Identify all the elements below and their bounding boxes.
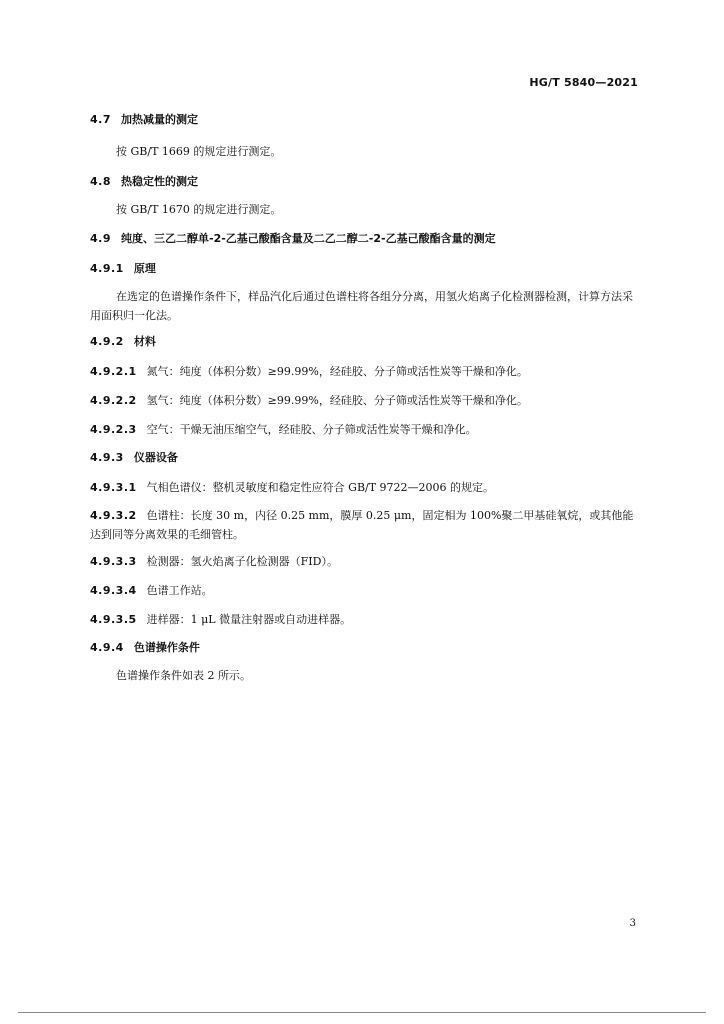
- page-bottom-rule: [18, 1012, 706, 1013]
- item-4-9-3-2: [90, 506, 642, 544]
- section-title: 材料: [133, 335, 156, 348]
- item-text: 色谱柱：长度 30 m，内径 0.25 mm，膜厚 0.25 μm，固定相为 100%聚二甲基硅氧烷，或其他能达到同等分离效果的毛细管柱。: [90, 509, 634, 541]
- item-number: 4.9.3.2: [90, 509, 137, 522]
- item-text: 气相色谱仪：整机灵敏度和稳定性应符合 GB/T 9722—2006 的规定。: [146, 481, 495, 494]
- section-title: 加热减量的测定: [121, 113, 198, 126]
- item-number: 4.9.3.5: [90, 613, 137, 626]
- item-text: 氮气：纯度（体积分数）≥99.99%，经硅胶、分子筛或活性炭等干燥和净化。: [146, 365, 528, 378]
- item-4-9-3-3: [90, 552, 642, 571]
- section-heading-4-7: [90, 110, 642, 129]
- section-title: 原理: [133, 262, 156, 275]
- section-heading-4-9-3: [90, 448, 642, 467]
- item-text: 氢气：纯度（体积分数）≥99.99%，经硅胶、分子筛或活性炭等干燥和净化。: [146, 394, 528, 407]
- section-heading-4-9-2: [90, 332, 642, 351]
- section-number: 4.9.4: [90, 641, 124, 654]
- item-4-9-3-1: [90, 478, 642, 497]
- section-heading-4-9-1: [90, 259, 642, 278]
- section-number: 4.9.1: [90, 262, 124, 275]
- item-number: 4.9.3.4: [90, 584, 137, 597]
- section-heading-4-8: [90, 172, 642, 191]
- paragraph-4-7: 按 GB/T 1669 的规定进行测定。: [116, 145, 282, 158]
- item-4-9-2-1: [90, 362, 642, 381]
- item-4-9-3-4: [90, 581, 642, 600]
- item-text: 检测器：氢火焰离子化检测器（FID）。: [146, 555, 338, 568]
- item-4-9-3-5: [90, 610, 642, 629]
- section-title: 色谱操作条件: [133, 641, 200, 654]
- item-number: 4.9.3.3: [90, 555, 137, 568]
- paragraph-4-8: 按 GB/T 1670 的规定进行测定。: [116, 203, 282, 216]
- item-number: 4.9.2.2: [90, 394, 137, 407]
- section-number: 4.8: [90, 175, 111, 188]
- section-number: 4.7: [90, 113, 111, 126]
- item-number: 4.9.2.1: [90, 365, 137, 378]
- section-title: 热稳定性的测定: [121, 175, 198, 188]
- item-number: 4.9.2.3: [90, 423, 137, 436]
- standard-code-header: HG/T 5840—2021: [529, 76, 638, 89]
- item-number: 4.9.3.1: [90, 481, 137, 494]
- page-number: 3: [629, 918, 636, 929]
- section-number: 4.9.2: [90, 335, 124, 348]
- section-heading-4-9-4: [90, 638, 642, 657]
- section-title: 仪器设备: [133, 451, 178, 464]
- item-4-9-2-2: [90, 391, 642, 410]
- item-text: 空气：干燥无油压缩空气，经硅胶、分子筛或活性炭等干燥和净化。: [146, 423, 477, 436]
- section-title: 纯度、三乙二醇单-2-乙基己酸酯含量及二乙二醇二-2-乙基己酸酯含量的测定: [121, 232, 496, 245]
- item-text: 色谱工作站。: [146, 584, 213, 597]
- paragraph-principle: 在选定的色谱操作条件下，样品汽化后通过色谱柱将各组分分离，用氢火焰离子化检测器检测，计算方法采用面积归一化法。: [90, 290, 633, 322]
- item-text: 进样器：1 μL 微量注射器或自动进样器。: [146, 613, 352, 626]
- section-number: 4.9.3: [90, 451, 124, 464]
- section-number: 4.9: [90, 232, 111, 245]
- section-heading-4-9: [90, 229, 642, 248]
- item-4-9-2-3: [90, 420, 642, 439]
- paragraph-4-9-4: 色谱操作条件如表 2 所示。: [116, 669, 251, 682]
